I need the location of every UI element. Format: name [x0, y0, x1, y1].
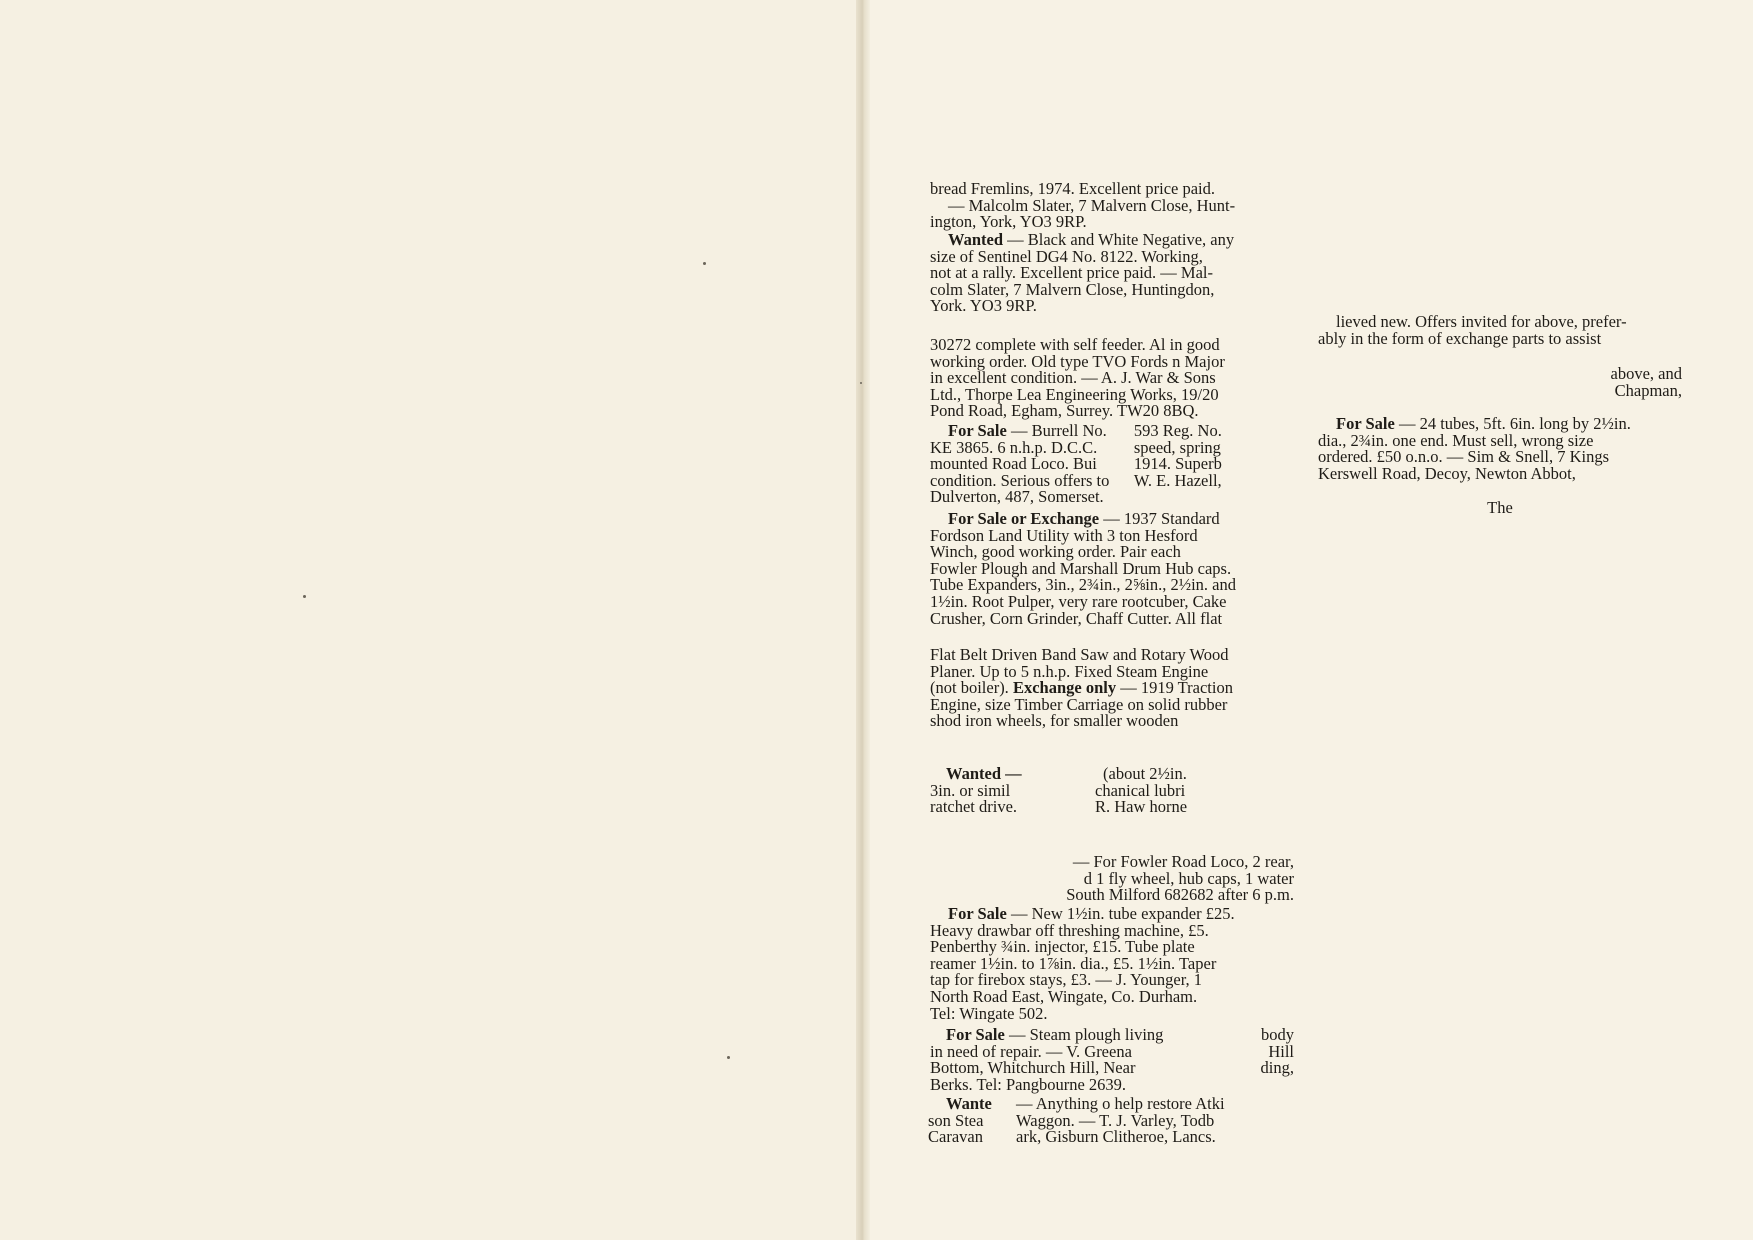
fragment-the [1318, 500, 1682, 517]
text-line: Hill [1268, 1041, 1294, 1061]
text-line: shod iron wheels, for smaller wooden [930, 711, 1179, 731]
text-line: speed, spring [1133, 437, 1221, 457]
ad-for-sale-steam-plough [930, 1027, 1294, 1093]
text-line: in need of repair. — V. Greena [930, 1041, 1132, 1061]
text-line: Crusher, Corn Grinder, Chaff Cutter. All flat [930, 608, 1223, 628]
text-line: Fordson Land Utility with 3 ton Hesford [930, 525, 1198, 545]
ad-heading: Wanted — [946, 764, 1022, 783]
text-line: Ltd., Thorpe Lea Engineering Works, 19/20 [930, 384, 1219, 404]
text-line: — 24 tubes, 5ft. 6in. long by 2½in. [1398, 414, 1631, 433]
text-line: Penberthy ¾in. injector, £15. Tube plate [930, 937, 1195, 957]
text-line: Tube Expanders, 3in., 2¾in., 2⅝in., 2½in. and [930, 575, 1236, 595]
text-line: ably in the form of exchange parts to assist [1318, 328, 1602, 348]
text-line: — Anything o help restore Atki [1016, 1094, 1225, 1113]
text-line: York. YO3 9RP. [930, 296, 1037, 316]
text-line: condition. Serious offers to [930, 470, 1110, 490]
text-line: (about 2½in. [1103, 764, 1187, 783]
ad-fords-major [930, 337, 1294, 420]
text-line: reamer 1½in. to 1⅞in. dia., £5. 1½in. Taper [930, 953, 1217, 973]
ad-heading: For Sale or Exchange [948, 509, 1100, 528]
paper-speck [703, 262, 706, 265]
text-line: lieved new. Offers invited for above, prefer- [1336, 312, 1627, 331]
ad-for-sale-tubes [1318, 416, 1682, 482]
text-line: Chapman, [1614, 380, 1682, 400]
text-line: not at a rally. Excellent price paid. — Mal- [930, 263, 1213, 283]
ad-heading: Exchange only [1012, 678, 1117, 698]
text-line: KE 3865. 6 n.h.p. D.C.C. [930, 437, 1098, 457]
text-line: — Burrell No. [1010, 421, 1107, 440]
text-line: 3in. or simil [930, 780, 1011, 800]
text-line: 1½in. Root Pulper, very rare rootcuber, Cake [930, 591, 1227, 611]
text-line: Heavy drawbar off threshing machine, £5. [930, 920, 1209, 940]
text-line: body [1261, 1025, 1294, 1044]
text-line: above, and [1610, 364, 1682, 383]
text-line: — Malcolm Slater, 7 Malvern Close, Hunt- [948, 195, 1236, 215]
ad-band-saw-exchange [930, 647, 1294, 730]
ad-heading: Wanted [948, 230, 1004, 249]
text-line: son Stea [928, 1110, 984, 1130]
left-page [0, 0, 860, 1240]
text-line: Berks. Tel: Pangbourne 2639. [930, 1074, 1127, 1094]
text-line: chanical lubri [1095, 780, 1186, 800]
text-line: W. E. Hazell, [1133, 470, 1222, 490]
text-line: d 1 fly wheel, hub caps, 1 water [1083, 868, 1294, 888]
text-line: mounted Road Loco. Bui [930, 454, 1097, 474]
text-line: ordered. £50 o.n.o. — Sim & Snell, 7 Kings [1318, 447, 1610, 467]
text-line: tap for firebox stays, £3. — J. Younger, 1 [930, 970, 1203, 990]
text-line: Pond Road, Egham, Surrey. TW20 8BQ. [930, 401, 1199, 421]
text-line: bread Fremlins, 1974. Excellent price paid. [930, 179, 1215, 198]
text-line: Waggon. — T. J. Varley, Todb [1016, 1110, 1215, 1130]
text-line: Caravan [928, 1127, 983, 1147]
text-line: Planer. Up to 5 n.h.p. Fixed Steam Engine [930, 661, 1209, 681]
text-line: size of Sentinel DG4 No. 8122. Working, [930, 246, 1203, 266]
text-line: ding, [1260, 1058, 1294, 1078]
paper-speck [303, 595, 306, 598]
ad-heading: For Sale [1336, 414, 1395, 433]
text-line: Flat Belt Driven Band Saw and Rotary Wood [930, 645, 1229, 664]
ad-wanted-lubricator [930, 766, 1294, 816]
text-line: R. Haw horne [1095, 797, 1188, 817]
ad-heading: For Sale [948, 904, 1007, 923]
ad-for-sale-burrell [930, 423, 1294, 506]
text-line: The [1487, 498, 1513, 517]
ad-malcolm-slater-1 [930, 181, 1294, 231]
text-line: colm Slater, 7 Malvern Close, Huntingdon, [930, 279, 1215, 299]
text-line: ington, York, YO3 9RP. [930, 212, 1087, 232]
ad-heading: Wante [946, 1094, 992, 1113]
text-line: — New 1½in. tube expander £25. [1010, 904, 1235, 923]
text-line: working order. Old type TVO Fords n Major [930, 351, 1225, 371]
text-line: Tel: Wingate 502. [930, 1003, 1048, 1023]
text-line: — 1919 Traction [1120, 678, 1233, 698]
ad-exchange-parts [1318, 314, 1682, 347]
paper-speck [860, 382, 862, 384]
text-line: — Steam plough living [1008, 1025, 1164, 1044]
ad-wanted-negative [930, 232, 1294, 315]
text-line: Dulverton, 487, Somerset. [930, 487, 1104, 507]
text-line: 593 Reg. No. [1133, 421, 1222, 440]
text-line: Engine, size Timber Carriage on solid rubber [930, 694, 1228, 714]
text-line: dia., 2¾in. one end. Must sell, wrong size [1318, 430, 1594, 450]
ad-wanted-steam-waggon [928, 1096, 1292, 1146]
text-line: South Milford 682682 after 6 p.m. [1066, 885, 1294, 905]
ad-for-sale-or-exchange [930, 511, 1294, 627]
text-line: (not boiler). [930, 678, 1009, 698]
text-line: ark, Gisburn Clitheroe, Lancs. [1016, 1127, 1216, 1147]
text-line: in excellent condition. — A. J. War & Sons [930, 368, 1216, 388]
text-line: — 1937 Standard [1103, 509, 1220, 528]
text-line: Winch, good working order. Pair each [930, 542, 1181, 562]
text-line: Bottom, Whitchurch Hill, Near [930, 1058, 1136, 1078]
text-line: Fowler Plough and Marshall Drum Hub caps. [930, 558, 1232, 578]
page-fold [856, 0, 870, 1240]
ad-for-sale-tube-expander [930, 906, 1294, 1022]
paper-speck [727, 1056, 730, 1059]
text-line: 1914. Superb [1133, 454, 1222, 474]
ad-fowler-parts [1000, 854, 1294, 904]
ad-heading: For Sale [948, 421, 1007, 440]
text-line: North Road East, Wingate, Co. Durham. [930, 986, 1198, 1006]
text-line: — Black and White Negative, any [1007, 230, 1235, 249]
text-line: Kerswell Road, Decoy, Newton Abbot, [1318, 463, 1576, 483]
text-line: ratchet drive. [930, 797, 1018, 817]
text-line: — For Fowler Road Loco, 2 rear, [1072, 852, 1294, 871]
ad-heading: For Sale [946, 1025, 1005, 1044]
ad-chapman [1418, 366, 1682, 399]
text-line: 30272 complete with self feeder. Al in good [930, 335, 1220, 354]
